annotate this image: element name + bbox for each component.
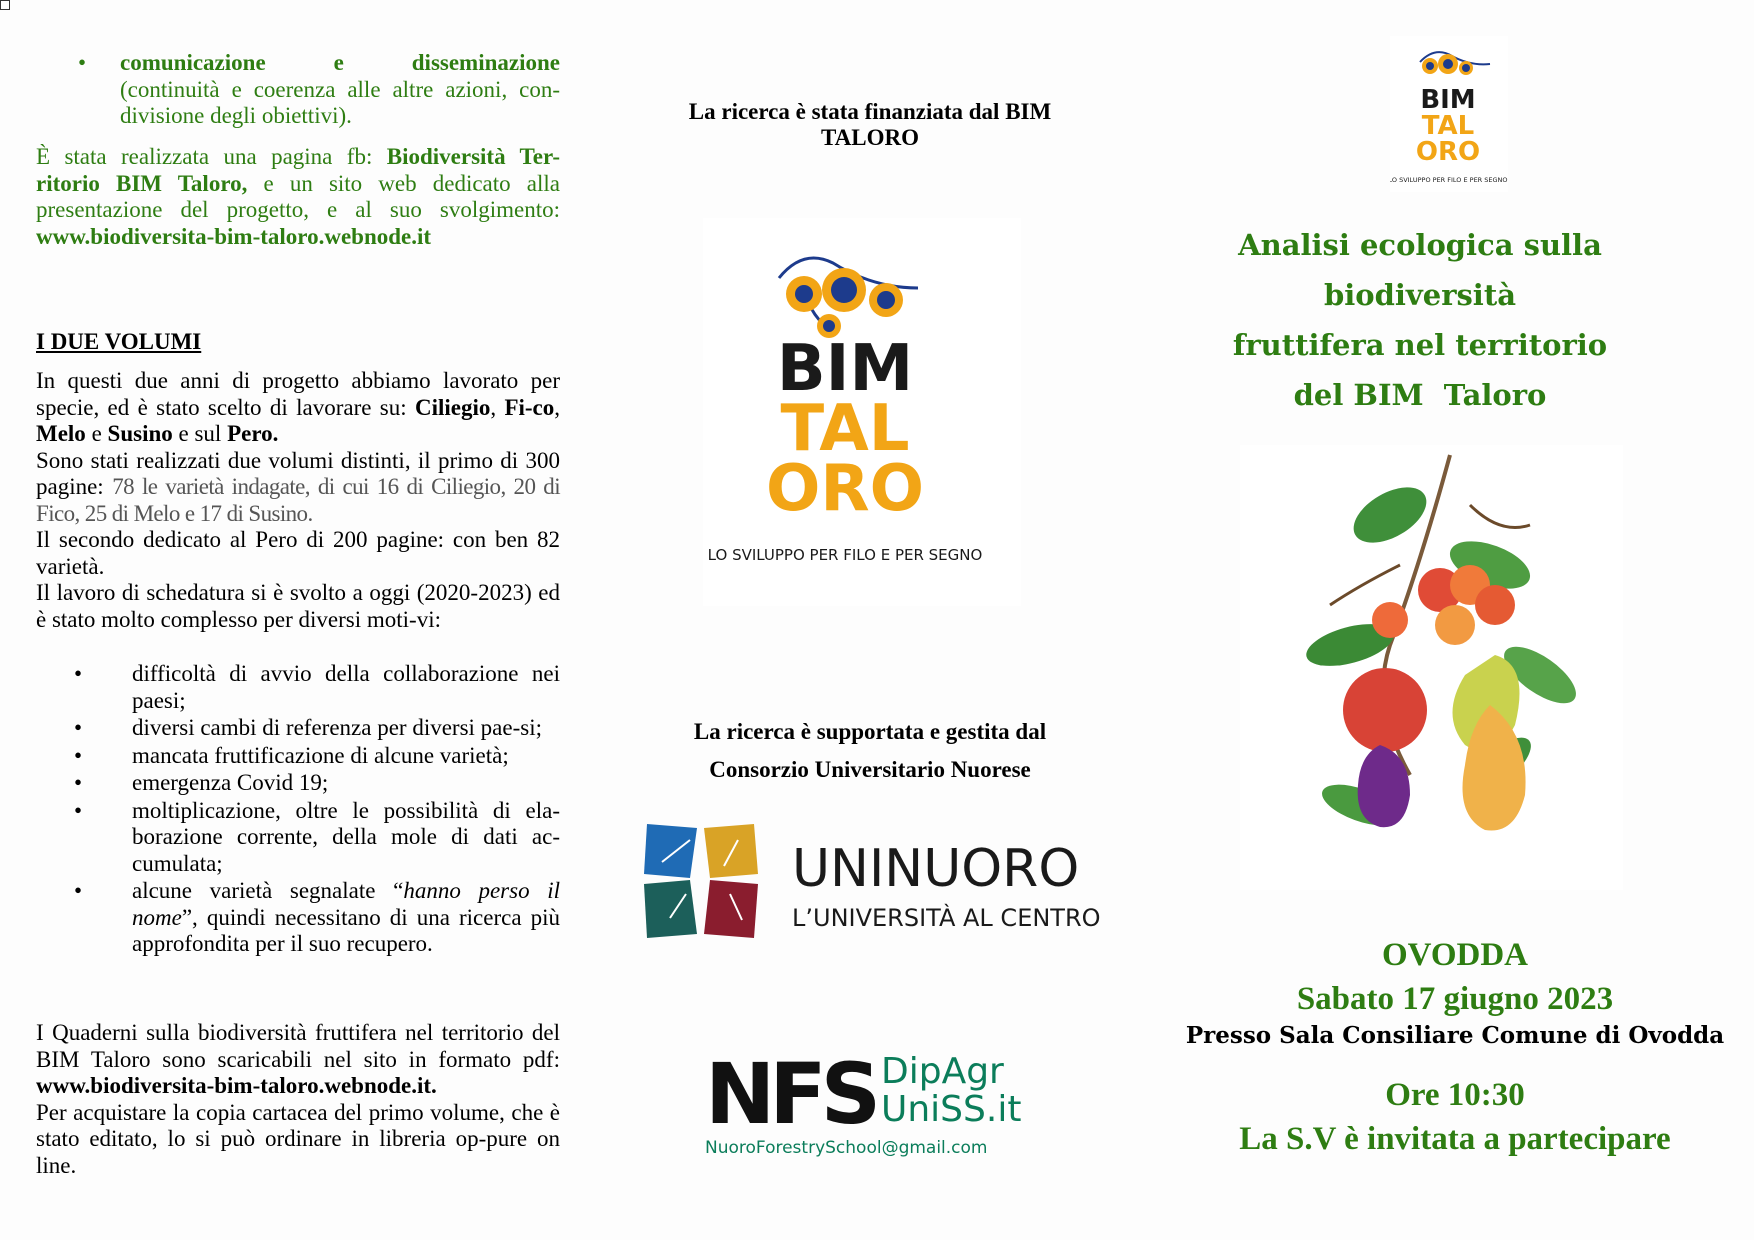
uninuoro-graphic [642,822,1102,952]
right-column [1180,0,1754,1240]
title-line: Analisi ecologica sulla [1238,228,1602,262]
v1-sep: e [85,421,108,446]
title-line: del BIM Taloro [1293,378,1547,412]
v2-varieties: 78 le varietà indagate, di cui 16 di Ciliegio, 20 di Fico, 25 di Melo e 17 di Susino. [36,474,560,526]
nfs-letters: NFS [705,1045,876,1143]
v2-pre: Sono stati realizzati due volumi distinti, il primo di 300 pagine: [36,447,560,499]
v1-sep: , [554,394,560,420]
list-item [36,743,560,770]
fb-mid: e un sito web dedicato alla presentazione del progetto, e al suo svolgimento: [36,170,560,222]
bim-taloro-logo-small [1390,36,1508,192]
nfs-email: NuoroForestrySchool@gmail.com [705,1138,988,1158]
species-plum: Susino [107,421,173,446]
fb-pre: È stata realizzata una pagina fb: [36,144,387,169]
reason-text: moltiplicazione, oltre le possibilità di ela-borazione corrente, della mole di dati ac-cumulata; [132,797,560,876]
quaderni-pre: I Quaderni sulla biodiversità fruttifera nel territorio del BIM Taloro sono scaricabili nel sito in formato pdf: [36,1020,560,1072]
bim-logo-small-graphic [1390,36,1508,192]
fruit-illustration [1240,445,1623,890]
nfs-uniss: UniSS.it [881,1089,1022,1130]
species-apple: Melo [36,421,86,446]
supported-line-2: Consorzio Universitario Nuorese [709,757,1031,782]
v1-sep: e sul [172,421,228,446]
uninuoro-logo [642,822,1102,952]
nfs-graphic [705,1045,1035,1160]
list-item [36,661,560,714]
bullet-dot: • [78,50,87,75]
volumes-heading: I DUE VOLUMI [36,329,202,354]
v1-pre: In questi due anni di progetto abbiamo lavorato per specie, ed è stato scelto di lavorare su: [36,368,560,420]
nfs-logo [705,1045,1035,1160]
volumes-para-3: Il secondo dedicato al Pero di 200 pagine: con ben 82 varietà. [36,527,560,579]
reasons-list [36,661,560,959]
title-line: fruttifera nel territorio [1232,328,1608,362]
volumes-para-4: Il lavoro di schedatura si è svolto a oggi (2020-2023) ed è stato molto complesso per diversi moti-vi: [36,580,560,632]
event-details [1180,933,1730,1161]
title-line: biodiversità [1323,278,1517,312]
reason-text: emergenza Covid 19; [132,770,329,795]
quaderni-para-2: Per acquistare la copia cartacea del primo volume, che è stato editato, lo si può ordinare in libreria op-pure on line. [36,1099,560,1178]
logo-oro-text: ORO [765,452,925,526]
fb-page-name: Biodiversità Ter-ritorio BIM Taloro, [36,144,560,196]
logo-tagline: LO SVILUPPO PER FILO E PER SEGNO [707,546,983,564]
small-logo-oro: ORO [1415,137,1481,167]
supported-by-text [645,713,1095,789]
reason-post: ”, quindi necessitano di una ricerca più approfondita per il suo recupero. [132,904,560,956]
reason-text [132,878,560,958]
list-item [36,798,560,878]
bullet-dot: • [74,661,83,686]
uninuoro-name: UNINUORO [792,839,1080,899]
small-logo-tal: TAL [1421,111,1475,141]
small-logo-tagline: LO SVILUPPO PER FILO E PER SEGNO [1390,176,1508,184]
uninuoro-tagline: L’UNIVERSITÀ AL CENTRO [792,904,1101,932]
quaderni-paragraph [36,1020,560,1179]
bullet-rest: (continuità e coerenza alle altre azioni, con-divisione degli obiettivi). [120,76,560,128]
website-link[interactable]: www.biodiversita-bim-taloro.webnode.it [36,223,432,249]
fb-paragraph [36,144,560,250]
list-item [36,770,560,797]
list-item [36,715,560,742]
funded-by-text: La ricerca è stata finanziata dal BIM TALORO [688,99,1052,150]
bullet-dot: • [74,878,83,903]
quaderni-para-1 [36,1020,560,1100]
small-logo-bim: BIM [1420,85,1476,115]
bullet-dot: • [74,770,83,795]
event-date: Sabato 17 giugno 2023 [1296,981,1614,1017]
left-column [36,0,560,1240]
volumes-para-2 [36,448,560,528]
fruit-drawing [1240,445,1623,890]
event-invite: La S.V è invitata a partecipare [1239,1121,1671,1157]
bim-logo-graphic [703,218,1021,606]
reason-text: difficoltà di avvio della collaborazione nei paesi; [132,661,560,713]
bullet-bold: comunicazione e disseminazione [120,50,560,75]
event-title [1220,220,1620,420]
bullet-dot: • [74,742,83,768]
reason-pre: alcune varietà segnalate “ [132,878,404,903]
event-time: Ore 10:30 [1385,1077,1525,1113]
bullet-dot: • [74,797,83,823]
event-venue: Presso Sala Consiliare Comune di Ovodda [1185,1022,1725,1049]
corner-marker [0,0,10,10]
species-cherry: Ciliegio [414,394,491,420]
reason-text: mancata fruttificazione di alcune varietà; [132,742,509,768]
communication-bullet [36,50,560,130]
event-place: OVODDA [1381,937,1528,973]
nfs-dipagr: DipAgr [881,1051,1004,1092]
bim-taloro-logo-large [703,218,1021,606]
v1-sep: , [490,394,505,420]
list-item [36,878,560,958]
volumes-text [36,368,560,633]
reason-italic: hanno perso il nome [132,878,561,930]
species-pear: Pero. [227,421,279,446]
reason-text: diversi cambi di referenza per diversi pae-si; [132,715,542,740]
logo-bim-text: BIM [776,332,914,406]
quaderni-link[interactable]: www.biodiversita-bim-taloro.webnode.it. [36,1073,437,1098]
volumes-para-1 [36,368,560,448]
supported-line-1: La ricerca è supportata e gestita dal [693,719,1047,744]
bullet-dot: • [74,715,83,740]
species-fig: Fi-co [504,394,555,420]
logo-tal-text: TAL [780,392,910,466]
middle-column [620,0,1120,1240]
